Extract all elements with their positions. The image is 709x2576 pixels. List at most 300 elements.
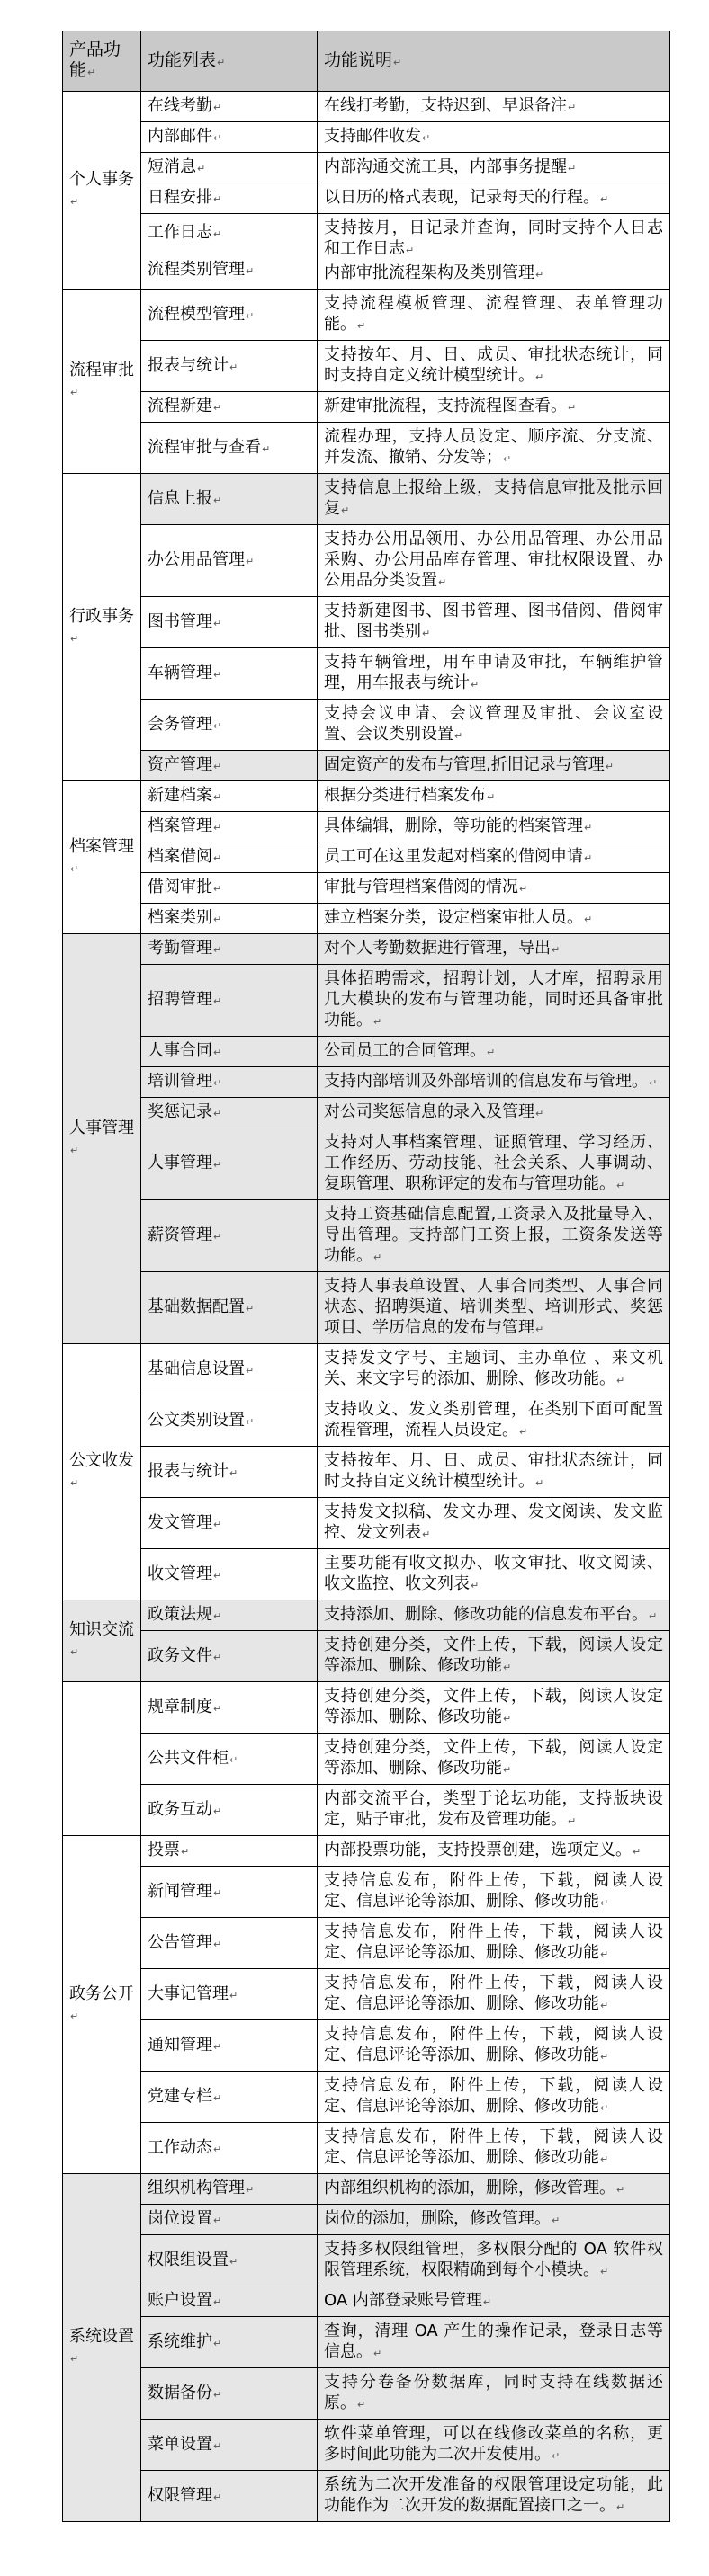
- paragraph-mark: ↵: [487, 1047, 496, 1058]
- paragraph-mark: ↵: [213, 914, 222, 925]
- feature-item: [148, 437, 310, 459]
- table-row: [63, 965, 670, 1037]
- description-item: [324, 263, 663, 285]
- description-item: [324, 1040, 663, 1063]
- paragraph-mark: ↵: [70, 1144, 79, 1156]
- description-item: [324, 1788, 663, 1832]
- paragraph-mark: ↵: [600, 1897, 609, 1909]
- description-item: [324, 2290, 663, 2313]
- description-item: [324, 1071, 663, 1093]
- paragraph-mark: ↵: [357, 320, 366, 332]
- paragraph-mark: ↵: [584, 822, 593, 833]
- paragraph-mark: ↵: [552, 2450, 561, 2462]
- feature-label: 内部邮件: [148, 127, 212, 146]
- description-cell: [318, 781, 670, 812]
- feature-label: 基础信息设置: [148, 1359, 245, 1378]
- description-item: [324, 1204, 663, 1268]
- paragraph-mark: ↵: [229, 2255, 238, 2268]
- paragraph-mark: ↵: [422, 628, 431, 639]
- product-features-table: [62, 31, 670, 2522]
- feature-cell: [141, 934, 318, 965]
- feature-label: 车辆管理: [148, 663, 212, 682]
- feature-cell: [141, 965, 318, 1037]
- paragraph-mark: ↵: [503, 1764, 512, 1776]
- header-cell: [318, 31, 670, 92]
- paragraph-mark: ↵: [213, 668, 222, 681]
- feature-item: [148, 1645, 310, 1668]
- description-text: 流程办理，支持人员设定、顺序流、分支流、并发流、撤销、分发等；: [324, 427, 663, 467]
- section-label: 行政事务: [69, 606, 134, 626]
- feature-label: 菜单设置: [148, 2434, 212, 2454]
- paragraph-mark: ↵: [229, 1989, 238, 2001]
- feature-cell: [141, 423, 318, 474]
- feature-item: [148, 187, 310, 209]
- feature-cell: [141, 1498, 318, 1549]
- paragraph-mark: ↵: [213, 402, 222, 414]
- header-label: 功能说明: [324, 49, 393, 70]
- description-cell: [318, 92, 670, 122]
- description-text: 支持发文字号、主题词、主办单位 、来文机关、来文字号的添加、删除、修改功能。: [324, 1349, 663, 1388]
- description-cell: [318, 597, 670, 648]
- table-row: [63, 2072, 670, 2123]
- description-text: OA 内部登录账号管理: [324, 2291, 482, 2310]
- paragraph-mark: ↵: [482, 2296, 492, 2308]
- paragraph-mark: ↵: [246, 2184, 255, 2196]
- description-cell: [318, 751, 670, 781]
- description-cell: [318, 1395, 670, 1447]
- feature-item: [148, 126, 310, 148]
- description-cell: [318, 1098, 670, 1128]
- table-row: [63, 2235, 670, 2286]
- paragraph-mark: ↵: [503, 1713, 512, 1725]
- paragraph-mark: ↵: [213, 1702, 222, 1715]
- description-text: 支持人事表单设置、人事合同类型、人事合同状态、招聘渠道、培训类型、培训形式、奖惩项目、学历信息的发布与管理: [324, 1277, 663, 1337]
- feature-item: [148, 396, 310, 418]
- description-cell: [318, 2174, 670, 2205]
- table-row: [63, 341, 670, 392]
- paragraph-mark: ↵: [357, 2399, 366, 2411]
- table-row: [63, 2020, 670, 2072]
- description-cell: [318, 122, 670, 153]
- feature-label: 公文类别设置: [148, 1410, 245, 1430]
- feature-label: 政策法规: [148, 1605, 212, 1624]
- description-item: [324, 601, 663, 644]
- paragraph-mark: ↵: [213, 944, 222, 956]
- feature-cell: [141, 153, 318, 183]
- table-row: [63, 1969, 670, 2020]
- description-text: 固定资产的发布与管理,折旧记录与管理: [324, 755, 605, 774]
- description-text: 建立档案分类，设定档案审批人员。: [324, 908, 583, 927]
- description-text: 支持信息发布，附件上传，下载，阅读人设定、信息评论等添加、删除、修改功能: [324, 2025, 663, 2064]
- paragraph-mark: ↵: [213, 617, 222, 629]
- description-item: [324, 1973, 663, 2016]
- paragraph-mark: ↵: [373, 1252, 382, 1263]
- feature-label: 权限组设置: [148, 2250, 229, 2269]
- description-item: [324, 2372, 663, 2415]
- description-item: [324, 968, 663, 1032]
- paragraph-mark: ↵: [213, 1047, 222, 1058]
- feature-cell: [141, 751, 318, 781]
- paragraph-mark: ↵: [213, 2296, 222, 2308]
- feature-cell: [141, 1344, 318, 1395]
- feature-item: [148, 355, 310, 378]
- section-label: 知识交流: [69, 1620, 134, 1639]
- paragraph-mark: ↵: [213, 1886, 222, 1899]
- paragraph-mark: ↵: [213, 791, 222, 803]
- description-text: 支持信息发布，附件上传，下载，阅读人设定、信息评论等添加、删除、修改功能: [324, 1922, 663, 1962]
- table-row: [63, 2471, 670, 2522]
- paragraph-mark: ↵: [213, 1651, 222, 1663]
- feature-item: [148, 304, 310, 326]
- paragraph-mark: ↵: [487, 791, 496, 803]
- description-item: [324, 1553, 663, 1596]
- description-item: [324, 396, 663, 418]
- description-cell: [318, 934, 670, 965]
- feature-cell: [141, 812, 318, 842]
- feature-item: [148, 1071, 310, 1093]
- feature-cell: [141, 2471, 318, 2522]
- description-item: [324, 156, 663, 179]
- feature-item: [148, 989, 310, 1012]
- description-item: [324, 1921, 663, 1965]
- table-row: [63, 1098, 670, 1128]
- section-label-cell: [63, 1600, 141, 1682]
- description-text: 支持多权限组管理，多权限分配的 OA 软件权限管理系统，权限精确到每个小模块。: [324, 2240, 663, 2279]
- feature-cell: [141, 1037, 318, 1067]
- feature-label: 考勤管理: [148, 939, 212, 958]
- feature-cell: [141, 474, 318, 525]
- paragraph-mark: ↵: [213, 1108, 222, 1119]
- feature-label: 培训管理: [148, 1072, 212, 1091]
- paragraph-mark: ↵: [70, 1646, 79, 1658]
- description-text: 支持信息发布，附件上传，下载，阅读人设定、信息评论等添加、删除、修改功能: [324, 2076, 663, 2116]
- description-item: [324, 2024, 663, 2067]
- description-item: [324, 938, 663, 960]
- paragraph-mark: ↵: [535, 371, 544, 383]
- feature-cell: [141, 1067, 318, 1098]
- table-row: [63, 1447, 670, 1498]
- paragraph-mark: ↵: [246, 309, 255, 322]
- description-cell: [318, 2205, 670, 2235]
- description-item: [324, 1502, 663, 1545]
- description-text: 以日历的格式表现，记录每天的行程。: [324, 188, 599, 207]
- feature-item: [148, 222, 310, 245]
- section-label: 个人事务: [69, 169, 134, 189]
- description-text: 在线打考勤，支持迟到、早退备注: [324, 96, 567, 115]
- paragraph-mark: ↵: [519, 883, 528, 895]
- feature-item: [148, 2208, 310, 2231]
- table-row: [63, 1272, 670, 1344]
- description-text: 支持工资基础信息配置,工资录入及批量导入、导出管理。支持部门工资上报，工资条发送等功能。: [324, 1205, 663, 1265]
- feature-label: 日程安排: [148, 188, 212, 207]
- description-cell: [318, 873, 670, 904]
- paragraph-mark: ↵: [246, 1364, 255, 1377]
- feature-item: [148, 663, 310, 685]
- paragraph-mark: ↵: [213, 1518, 222, 1530]
- feature-cell: [141, 1200, 318, 1272]
- feature-label: 流程模型管理: [148, 304, 245, 324]
- feature-cell: [141, 1272, 318, 1344]
- feature-item: [148, 877, 310, 899]
- description-cell: [318, 965, 670, 1037]
- description-cell: [318, 1549, 670, 1600]
- feature-label: 档案借阅: [148, 847, 212, 866]
- paragraph-mark: ↵: [213, 1077, 222, 1089]
- paragraph-mark: ↵: [600, 2102, 609, 2114]
- feature-item: [148, 2137, 310, 2160]
- feature-item: [148, 1153, 310, 1175]
- description-cell: [318, 2020, 670, 2072]
- paragraph-mark: ↵: [213, 2143, 222, 2155]
- paragraph-mark: ↵: [213, 2491, 222, 2503]
- paragraph-mark: ↵: [213, 2439, 222, 2452]
- feature-cell: [141, 1549, 318, 1600]
- header-label: 产品功能: [69, 40, 121, 80]
- feature-label: 规章制度: [148, 1697, 212, 1716]
- description-item: [324, 2178, 663, 2200]
- paragraph-mark: ↵: [600, 2266, 609, 2277]
- section-label: 人事管理: [69, 1118, 134, 1137]
- description-cell: [318, 214, 670, 290]
- feature-label: 招聘管理: [148, 990, 212, 1009]
- description-cell: [318, 341, 670, 392]
- feature-label: 报表与统计: [148, 355, 229, 375]
- description-item: [324, 1686, 663, 1729]
- table-row: [63, 934, 670, 965]
- section-label-cell: [63, 92, 141, 290]
- description-item: [324, 1737, 663, 1780]
- paragraph-mark: ↵: [649, 1077, 658, 1089]
- paragraph-mark: ↵: [552, 2215, 561, 2226]
- feature-item: [148, 1799, 310, 1822]
- paragraph-mark: ↵: [197, 163, 206, 174]
- description-cell: [318, 423, 670, 474]
- paragraph-mark: ↵: [633, 1846, 642, 1858]
- feature-label: 人事管理: [148, 1154, 212, 1172]
- feature-label: 信息上报: [148, 488, 212, 508]
- feature-item: [148, 2383, 310, 2405]
- feature-label: 流程审批与查看: [148, 437, 261, 457]
- feature-cell: [141, 1867, 318, 1918]
- description-text: 支持信息上报给上级，支持信息审批及批示回复: [324, 478, 663, 518]
- feature-item: [148, 714, 310, 736]
- feature-cell: [141, 2368, 318, 2420]
- paragraph-mark: ↵: [422, 1529, 431, 1540]
- header-cell: [63, 31, 141, 92]
- feature-label: 账户设置: [148, 2291, 212, 2310]
- description-item: [324, 2075, 663, 2118]
- table-row: [63, 1549, 670, 1600]
- description-cell: [318, 1344, 670, 1395]
- feature-label: 工作日志: [148, 222, 212, 242]
- paragraph-mark: ↵: [600, 193, 609, 205]
- feature-cell: [141, 2174, 318, 2205]
- feature-item: [148, 549, 310, 572]
- description-item: [324, 1840, 663, 1862]
- section-label-cell: [63, 781, 141, 934]
- feature-cell: [141, 290, 318, 341]
- feature-item: [148, 816, 310, 838]
- paragraph-mark: ↵: [246, 556, 255, 567]
- paragraph-mark: ↵: [552, 944, 561, 956]
- paragraph-mark: ↵: [213, 822, 222, 833]
- feature-item: [148, 1840, 310, 1862]
- table-row: [63, 1867, 670, 1918]
- description-item: [324, 426, 663, 469]
- table-row: [63, 700, 670, 751]
- description-item: [324, 785, 663, 807]
- feature-cell: [141, 781, 318, 812]
- feature-label: 办公用品管理: [148, 550, 245, 569]
- feature-item: [148, 1512, 310, 1535]
- paragraph-mark: ↵: [246, 1415, 255, 1428]
- feature-cell: [141, 1969, 318, 2020]
- paragraph-mark: ↵: [181, 1846, 190, 1858]
- description-cell: [318, 2317, 670, 2368]
- table-row: [63, 904, 670, 934]
- paragraph-mark: ↵: [246, 1303, 255, 1315]
- feature-item: [148, 1225, 310, 1247]
- feature-item: [148, 2250, 310, 2272]
- table-row: [63, 2368, 670, 2420]
- feature-label: 资产管理: [148, 755, 212, 774]
- description-item: [324, 1399, 663, 1442]
- description-item: [324, 1132, 663, 1196]
- description-cell: [318, 2235, 670, 2286]
- feature-item: [148, 2331, 310, 2354]
- feature-label: 党建专栏: [148, 2086, 212, 2106]
- feature-item: [148, 156, 310, 179]
- feature-item: [148, 1983, 310, 2006]
- description-text: 具体招聘需求，招聘计划，人才库，招聘录用几大模块的发布与管理功能，同时还具备审批功能。: [324, 969, 663, 1030]
- table-row: [63, 2286, 670, 2317]
- feature-cell: [141, 183, 318, 214]
- description-text: 主要功能有收文拟办、收文审批、收文阅读、收文监控、收文列表: [324, 1554, 663, 1593]
- paragraph-mark: ↵: [584, 914, 593, 925]
- description-item: [324, 218, 663, 261]
- description-cell: [318, 648, 670, 700]
- feature-cell: [141, 2235, 318, 2286]
- description-cell: [318, 2368, 670, 2420]
- paragraph-mark: ↵: [70, 387, 79, 398]
- paragraph-mark: ↵: [70, 195, 79, 208]
- description-text: 支持按月，日记录并查询，同时支持个人日志和工作日志: [324, 218, 663, 258]
- feature-item: [148, 907, 310, 930]
- paragraph-mark: ↵: [262, 442, 271, 455]
- paragraph-mark: ↵: [70, 632, 79, 645]
- description-item: [324, 95, 663, 118]
- description-text: 支持内部培训及外部培训的信息发布与管理。: [324, 1072, 648, 1091]
- description-item: [324, 1604, 663, 1627]
- feature-cell: [141, 1836, 318, 1867]
- paragraph-mark: ↵: [616, 2184, 625, 2196]
- description-cell: [318, 1498, 670, 1549]
- description-text: 支持收文、发文类别管理，在类别下面可配置流程管理，流程人员设定。: [324, 1400, 663, 1440]
- paragraph-mark: ↵: [568, 163, 577, 174]
- description-text: 岗位的添加，删除，修改管理。: [324, 2209, 551, 2228]
- feature-cell: [141, 1098, 318, 1128]
- feature-item: [148, 2178, 310, 2200]
- feature-label: 通知管理: [148, 2035, 212, 2055]
- description-cell: [318, 812, 670, 842]
- table-row: [63, 2174, 670, 2205]
- paragraph-mark: ↵: [535, 1477, 544, 1489]
- feature-label: 流程类别管理: [148, 259, 245, 279]
- table-row: [63, 648, 670, 700]
- table-row: [63, 1067, 670, 1098]
- paragraph-mark: ↵: [568, 402, 577, 414]
- feature-item: [148, 2035, 310, 2057]
- feature-cell: [141, 597, 318, 648]
- description-text: 支持创建分类，文件上传，下载，阅读人设定等添加、删除、修改功能: [324, 1738, 663, 1778]
- feature-label: 薪资管理: [148, 1226, 212, 1244]
- feature-label: 发文管理: [148, 1512, 212, 1532]
- feature-cell: [141, 392, 318, 423]
- paragraph-mark: ↵: [213, 883, 222, 895]
- table-row: [63, 92, 670, 122]
- description-cell: [318, 153, 670, 183]
- paragraph-mark: ↵: [213, 494, 222, 506]
- feature-label: 人事合同: [148, 1041, 212, 1060]
- feature-item: [148, 2290, 310, 2313]
- table-row: [63, 423, 670, 474]
- feature-cell: [141, 2286, 318, 2317]
- description-cell: [318, 1734, 670, 1785]
- description-cell: [318, 1969, 670, 2020]
- description-cell: [318, 1682, 670, 1734]
- feature-label: 图书管理: [148, 611, 212, 631]
- header-cell: [141, 31, 318, 92]
- description-cell: [318, 525, 670, 597]
- feature-label: 收文管理: [148, 1564, 212, 1583]
- feature-item: [148, 1932, 310, 1955]
- description-cell: [318, 1836, 670, 1867]
- description-text: 对个人考勤数据进行管理，导出: [324, 939, 551, 958]
- paragraph-mark: ↵: [600, 2051, 609, 2063]
- description-text: 内部投票功能，支持投票创建，选项定义。: [324, 1841, 632, 1859]
- table-row: [63, 2420, 670, 2471]
- feature-cell: [141, 2205, 318, 2235]
- description-text: 支持按年、月、日、成员、审批状态统计，同时支持自定义统计模型统计。: [324, 345, 663, 385]
- feature-cell: [141, 2123, 318, 2174]
- feature-item: [148, 1604, 310, 1627]
- feature-item: [148, 2086, 310, 2108]
- feature-cell: [141, 525, 318, 597]
- feature-item: [148, 1040, 310, 1063]
- feature-cell: [141, 1734, 318, 1785]
- paragraph-mark: ↵: [422, 132, 431, 144]
- header-label: 功能列表: [148, 49, 217, 70]
- feature-label: 新闻管理: [148, 1881, 212, 1901]
- description-cell: [318, 842, 670, 873]
- description-item: [324, 1348, 663, 1391]
- paragraph-mark: ↵: [213, 1569, 222, 1582]
- paragraph-mark: ↵: [217, 56, 226, 68]
- description-text: 系统为二次开发准备的权限管理设定功能，此功能作为二次开发的数据配置接口之一。: [324, 2475, 663, 2515]
- feature-label: 在线考勤: [148, 96, 212, 115]
- feature-label: 档案类别: [148, 908, 212, 927]
- table-row: [63, 812, 670, 842]
- description-text: 支持添加、删除、修改功能的信息发布平台。: [324, 1605, 648, 1624]
- paragraph-mark: ↵: [213, 719, 222, 732]
- paragraph-mark: ↵: [229, 361, 238, 373]
- section-label: 流程审批: [69, 361, 134, 379]
- section-label-cell: [63, 2174, 141, 2522]
- table-row: [63, 2123, 670, 2174]
- feature-cell: [141, 1631, 318, 1682]
- paragraph-mark: ↵: [87, 67, 96, 78]
- paragraph-mark: ↵: [616, 1180, 625, 1191]
